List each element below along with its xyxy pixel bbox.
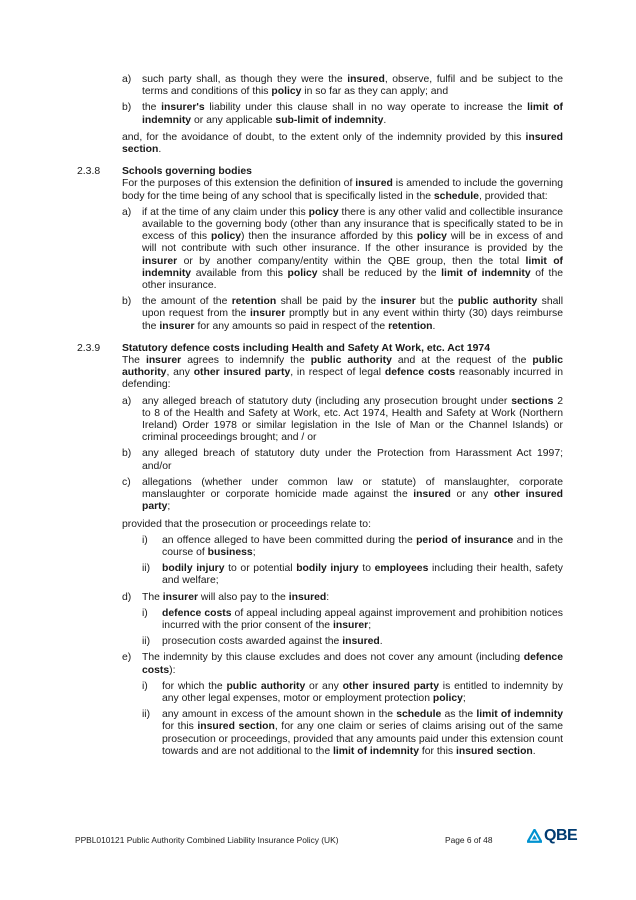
section-2-3-9-item-b bbox=[77, 448, 563, 472]
defined-term: insured section bbox=[455, 745, 533, 757]
section-title: Statutory defence costs including Health and Safety At Work, etc. Act 1974 bbox=[122, 342, 490, 354]
item-label: i) bbox=[142, 534, 148, 546]
defined-term: insurer bbox=[142, 255, 178, 267]
defined-term: other insured party bbox=[193, 367, 291, 379]
item-text bbox=[142, 448, 563, 471]
defined-term: retention bbox=[231, 296, 277, 308]
item-text bbox=[142, 477, 563, 512]
defined-term: insurer bbox=[250, 308, 286, 320]
item-text bbox=[142, 396, 563, 444]
text-run: including their health, safety and welfare; bbox=[162, 563, 563, 587]
section-2-3-9-item-c bbox=[77, 477, 563, 514]
section-2-3-8 bbox=[77, 166, 563, 203]
defined-term: insured bbox=[413, 489, 451, 501]
defined-term: limit of indemnity bbox=[142, 102, 563, 126]
item-label: b) bbox=[122, 102, 132, 114]
defined-term: limit of indemnity bbox=[332, 745, 419, 757]
text-run: but the bbox=[415, 296, 458, 308]
defined-term: public authority bbox=[226, 680, 306, 692]
text-run: . bbox=[383, 114, 387, 126]
item-text bbox=[162, 709, 563, 757]
defined-term: defence costs bbox=[142, 652, 563, 676]
text-run: and, for the avoidance of doubt, to the extent only of the indemnity provided by this bbox=[122, 131, 526, 143]
item-text bbox=[142, 296, 563, 331]
provided-item-i bbox=[77, 535, 563, 559]
defined-term: insured bbox=[342, 636, 380, 648]
text-run: agrees to indemnify the bbox=[181, 355, 311, 367]
item-label: ii) bbox=[142, 709, 151, 721]
defined-term: limit of indemnity bbox=[441, 267, 531, 279]
text-run: in so far as they can apply; and bbox=[301, 86, 449, 98]
defined-term: insurer bbox=[159, 320, 195, 332]
item-label: b) bbox=[122, 448, 132, 460]
defined-term: defence costs bbox=[384, 367, 456, 379]
item-text bbox=[162, 535, 563, 558]
defined-term: retention bbox=[388, 320, 433, 332]
defined-term: insured section bbox=[197, 721, 275, 733]
section-body bbox=[122, 355, 563, 392]
defined-term: public authority bbox=[457, 296, 538, 308]
document-title: PPBL010121 Public Authority Combined Liability Insurance Policy (UK) bbox=[75, 835, 339, 845]
text-run: of the other insurance. bbox=[142, 267, 564, 292]
defined-term: business bbox=[207, 546, 253, 558]
text-run: available from this bbox=[191, 267, 288, 279]
text-run: or any applicable bbox=[191, 114, 276, 126]
text-run: allegations (whether under common law or statute) of manslaughter, corporate manslaughter or corporate homicide made against the bbox=[142, 476, 563, 501]
defined-term: policy bbox=[308, 206, 339, 218]
item-label: i) bbox=[142, 680, 148, 692]
defined-term: bodily injury bbox=[162, 563, 225, 575]
text-run: for any amounts so paid in respect of the bbox=[194, 320, 389, 332]
section-body bbox=[122, 178, 563, 202]
text-run: , observe, fulfil and be subject to the terms and conditions of this bbox=[142, 74, 563, 98]
defined-term: policy bbox=[416, 231, 447, 243]
item-text bbox=[142, 74, 563, 97]
item-label: c) bbox=[122, 476, 131, 488]
defined-term: other insured party bbox=[342, 680, 440, 692]
text-run: ) then the insurance afforded by this bbox=[241, 231, 417, 243]
defined-term: insurer's bbox=[161, 102, 205, 114]
item-label: ii) bbox=[142, 636, 151, 648]
text-run: reasonably incurred in defending: bbox=[122, 367, 563, 391]
text-run: shall be reduced by the bbox=[317, 267, 442, 279]
text-run: ): bbox=[169, 664, 176, 676]
defined-term: insurer bbox=[162, 591, 199, 603]
defined-term: public authority bbox=[122, 355, 563, 379]
item-text bbox=[142, 102, 563, 125]
text-run: The bbox=[142, 591, 163, 603]
defined-term: schedule bbox=[396, 709, 442, 721]
logo-text: QBE bbox=[544, 827, 578, 845]
defined-term: limit of indemnity bbox=[476, 709, 563, 721]
defined-term: employees bbox=[374, 563, 429, 575]
defined-term: policy bbox=[432, 692, 463, 704]
text-run: ; bbox=[252, 546, 256, 558]
item-text bbox=[142, 207, 563, 291]
defined-term: bodily injury bbox=[296, 563, 359, 575]
section-2-3-9-item-e bbox=[77, 652, 563, 676]
defined-term: insurer bbox=[145, 355, 182, 367]
intro-closing bbox=[77, 132, 563, 156]
text-run: as the bbox=[441, 709, 477, 721]
text-run: there is any other valid and collectible insurance available to the governing body (other than any insurance that is specifically stated to be in excess of this bbox=[142, 206, 563, 243]
text-run: promptly but in any event within thirty (30) days reimburse the bbox=[142, 308, 564, 332]
defined-term: schedule bbox=[433, 190, 479, 202]
d-item-ii bbox=[77, 636, 563, 648]
text-run: . bbox=[158, 144, 162, 156]
text-run: is amended to include the governing body for the time being of any school that is specifically listed in the bbox=[122, 178, 563, 202]
item-label: b) bbox=[122, 296, 132, 308]
item-label: a) bbox=[122, 206, 132, 218]
defined-term: insured bbox=[355, 178, 393, 190]
item-text bbox=[162, 636, 383, 647]
text-run: and in the course of bbox=[162, 534, 564, 558]
text-run: and at the request of the bbox=[391, 355, 533, 367]
text-run: , for any one claim or series of claims arising out of the same prosecution or proceedings, provided that any amounts paid under this extension count towards and are not additional to the bbox=[162, 721, 564, 757]
text-run: shall upon request from the bbox=[142, 296, 564, 320]
intro-item-a bbox=[77, 74, 563, 98]
section-2-3-9-item-d bbox=[77, 592, 563, 604]
text-run: prosecution costs awarded against the bbox=[162, 636, 343, 648]
text-run: for which the bbox=[162, 680, 227, 692]
item-text bbox=[142, 592, 329, 603]
item-text bbox=[142, 652, 563, 675]
text-run: ; bbox=[368, 619, 372, 631]
text-run: The bbox=[122, 355, 146, 367]
section-number: 2.3.8 bbox=[77, 166, 101, 178]
text-run: , in respect of legal bbox=[290, 367, 385, 379]
page-content bbox=[77, 74, 563, 758]
section-number: 2.3.9 bbox=[77, 342, 101, 354]
text-run: such party shall, as though they were the bbox=[142, 74, 348, 85]
defined-term: insured bbox=[288, 591, 327, 603]
item-label: ii) bbox=[142, 563, 151, 575]
e-item-i bbox=[77, 681, 563, 705]
defined-term: insurer bbox=[332, 619, 369, 631]
text-run: or any bbox=[450, 489, 494, 501]
item-text bbox=[162, 608, 563, 631]
text-run: , provided that: bbox=[478, 190, 548, 202]
qbe-logo-icon bbox=[527, 829, 542, 844]
text-run: the amount of the bbox=[142, 296, 232, 308]
text-run: will be in excess of and will not contribute with such other insurance. If the other insurance is provided by the bbox=[142, 231, 563, 255]
text-run: . bbox=[432, 320, 436, 332]
provided-item-ii bbox=[77, 563, 563, 587]
text-run: if at the time of any claim under this bbox=[142, 206, 309, 218]
d-item-i bbox=[77, 608, 563, 632]
text-run: any amount in excess of the amount shown in the bbox=[162, 709, 397, 721]
item-text bbox=[162, 681, 563, 704]
defined-term: defence costs bbox=[162, 607, 232, 619]
provided-that bbox=[77, 519, 563, 531]
text-run: liability under this clause shall in no way operate to increase the bbox=[204, 102, 528, 114]
text-run: to bbox=[358, 563, 375, 575]
defined-term: sub-limit of indemnity bbox=[275, 114, 384, 126]
text-run: . bbox=[379, 636, 383, 648]
text-run: will also pay to the bbox=[198, 591, 289, 603]
text-run: , any bbox=[166, 367, 194, 379]
text-run: : bbox=[326, 591, 330, 603]
defined-term: policy bbox=[211, 231, 242, 243]
section-2-3-9 bbox=[77, 343, 563, 392]
defined-term: insured bbox=[347, 74, 385, 85]
defined-term: other insured party bbox=[142, 489, 564, 513]
defined-term: limit of indemnity bbox=[142, 255, 563, 279]
text-run: or any bbox=[305, 680, 343, 692]
item-label: i) bbox=[142, 607, 148, 619]
text-run: for this bbox=[419, 745, 456, 757]
section-title: Schools governing bodies bbox=[122, 166, 252, 178]
intro-item-b bbox=[77, 102, 563, 126]
e-item-ii bbox=[77, 709, 563, 758]
text-run: For the purposes of this extension the definition of bbox=[122, 178, 356, 190]
section-2-3-8-item-a bbox=[77, 207, 563, 292]
text-run: the bbox=[142, 102, 162, 114]
text-run: is entitled to indemnity by any other legal expenses, motor or employment protection bbox=[162, 680, 563, 704]
item-label: a) bbox=[122, 395, 132, 407]
section-2-3-8-item-b bbox=[77, 296, 563, 333]
defined-term: insurer bbox=[380, 296, 416, 308]
text-run: or by another company/entity within the QBE group, then the total bbox=[177, 255, 526, 267]
text-run: for this bbox=[162, 721, 198, 733]
qbe-logo bbox=[527, 829, 577, 844]
text-run: 2 to 8 of the Health and Safety at Work, etc. Act 1974, Health and Safety at Work (Northern Ireland) Order 1978 or similar legislation in the Isle of Man or the Channel Islands) or criminal proceedings brought; and / or bbox=[142, 395, 563, 444]
defined-term: insured section bbox=[122, 131, 563, 156]
text-run: to or potential bbox=[224, 563, 297, 575]
section-2-3-9-item-a bbox=[77, 396, 563, 445]
item-label: a) bbox=[122, 74, 132, 85]
text-run: ; bbox=[167, 501, 171, 513]
item-label: e) bbox=[122, 652, 132, 664]
text-run: any alleged breach of statutory duty (including any prosecution brought under bbox=[142, 395, 512, 407]
defined-term: public authority bbox=[310, 355, 392, 367]
text-run: ; bbox=[462, 692, 466, 704]
text-run: shall be paid by the bbox=[276, 296, 381, 308]
text-run: of appeal including appeal against improvement and prohibition notices incurred with the prior consent of the bbox=[162, 607, 563, 631]
defined-term: period of insurance bbox=[416, 534, 514, 546]
item-text bbox=[162, 563, 563, 586]
defined-term: policy bbox=[271, 86, 302, 98]
item-label: d) bbox=[122, 591, 132, 603]
text-run: any alleged breach of statutory duty under the Protection from Harassment Act 1997; and/or bbox=[142, 448, 563, 472]
text-run: . bbox=[532, 745, 536, 757]
text-run: an offence alleged to have been committed during the bbox=[162, 534, 417, 546]
text-run: provided that the prosecution or proceedings relate to: bbox=[122, 518, 371, 530]
text-run: The indemnity by this clause excludes and does not cover any amount (including bbox=[142, 652, 524, 664]
page-number: Page 6 of 48 bbox=[445, 835, 493, 845]
defined-term: policy bbox=[287, 267, 318, 279]
defined-term: sections bbox=[511, 395, 554, 407]
